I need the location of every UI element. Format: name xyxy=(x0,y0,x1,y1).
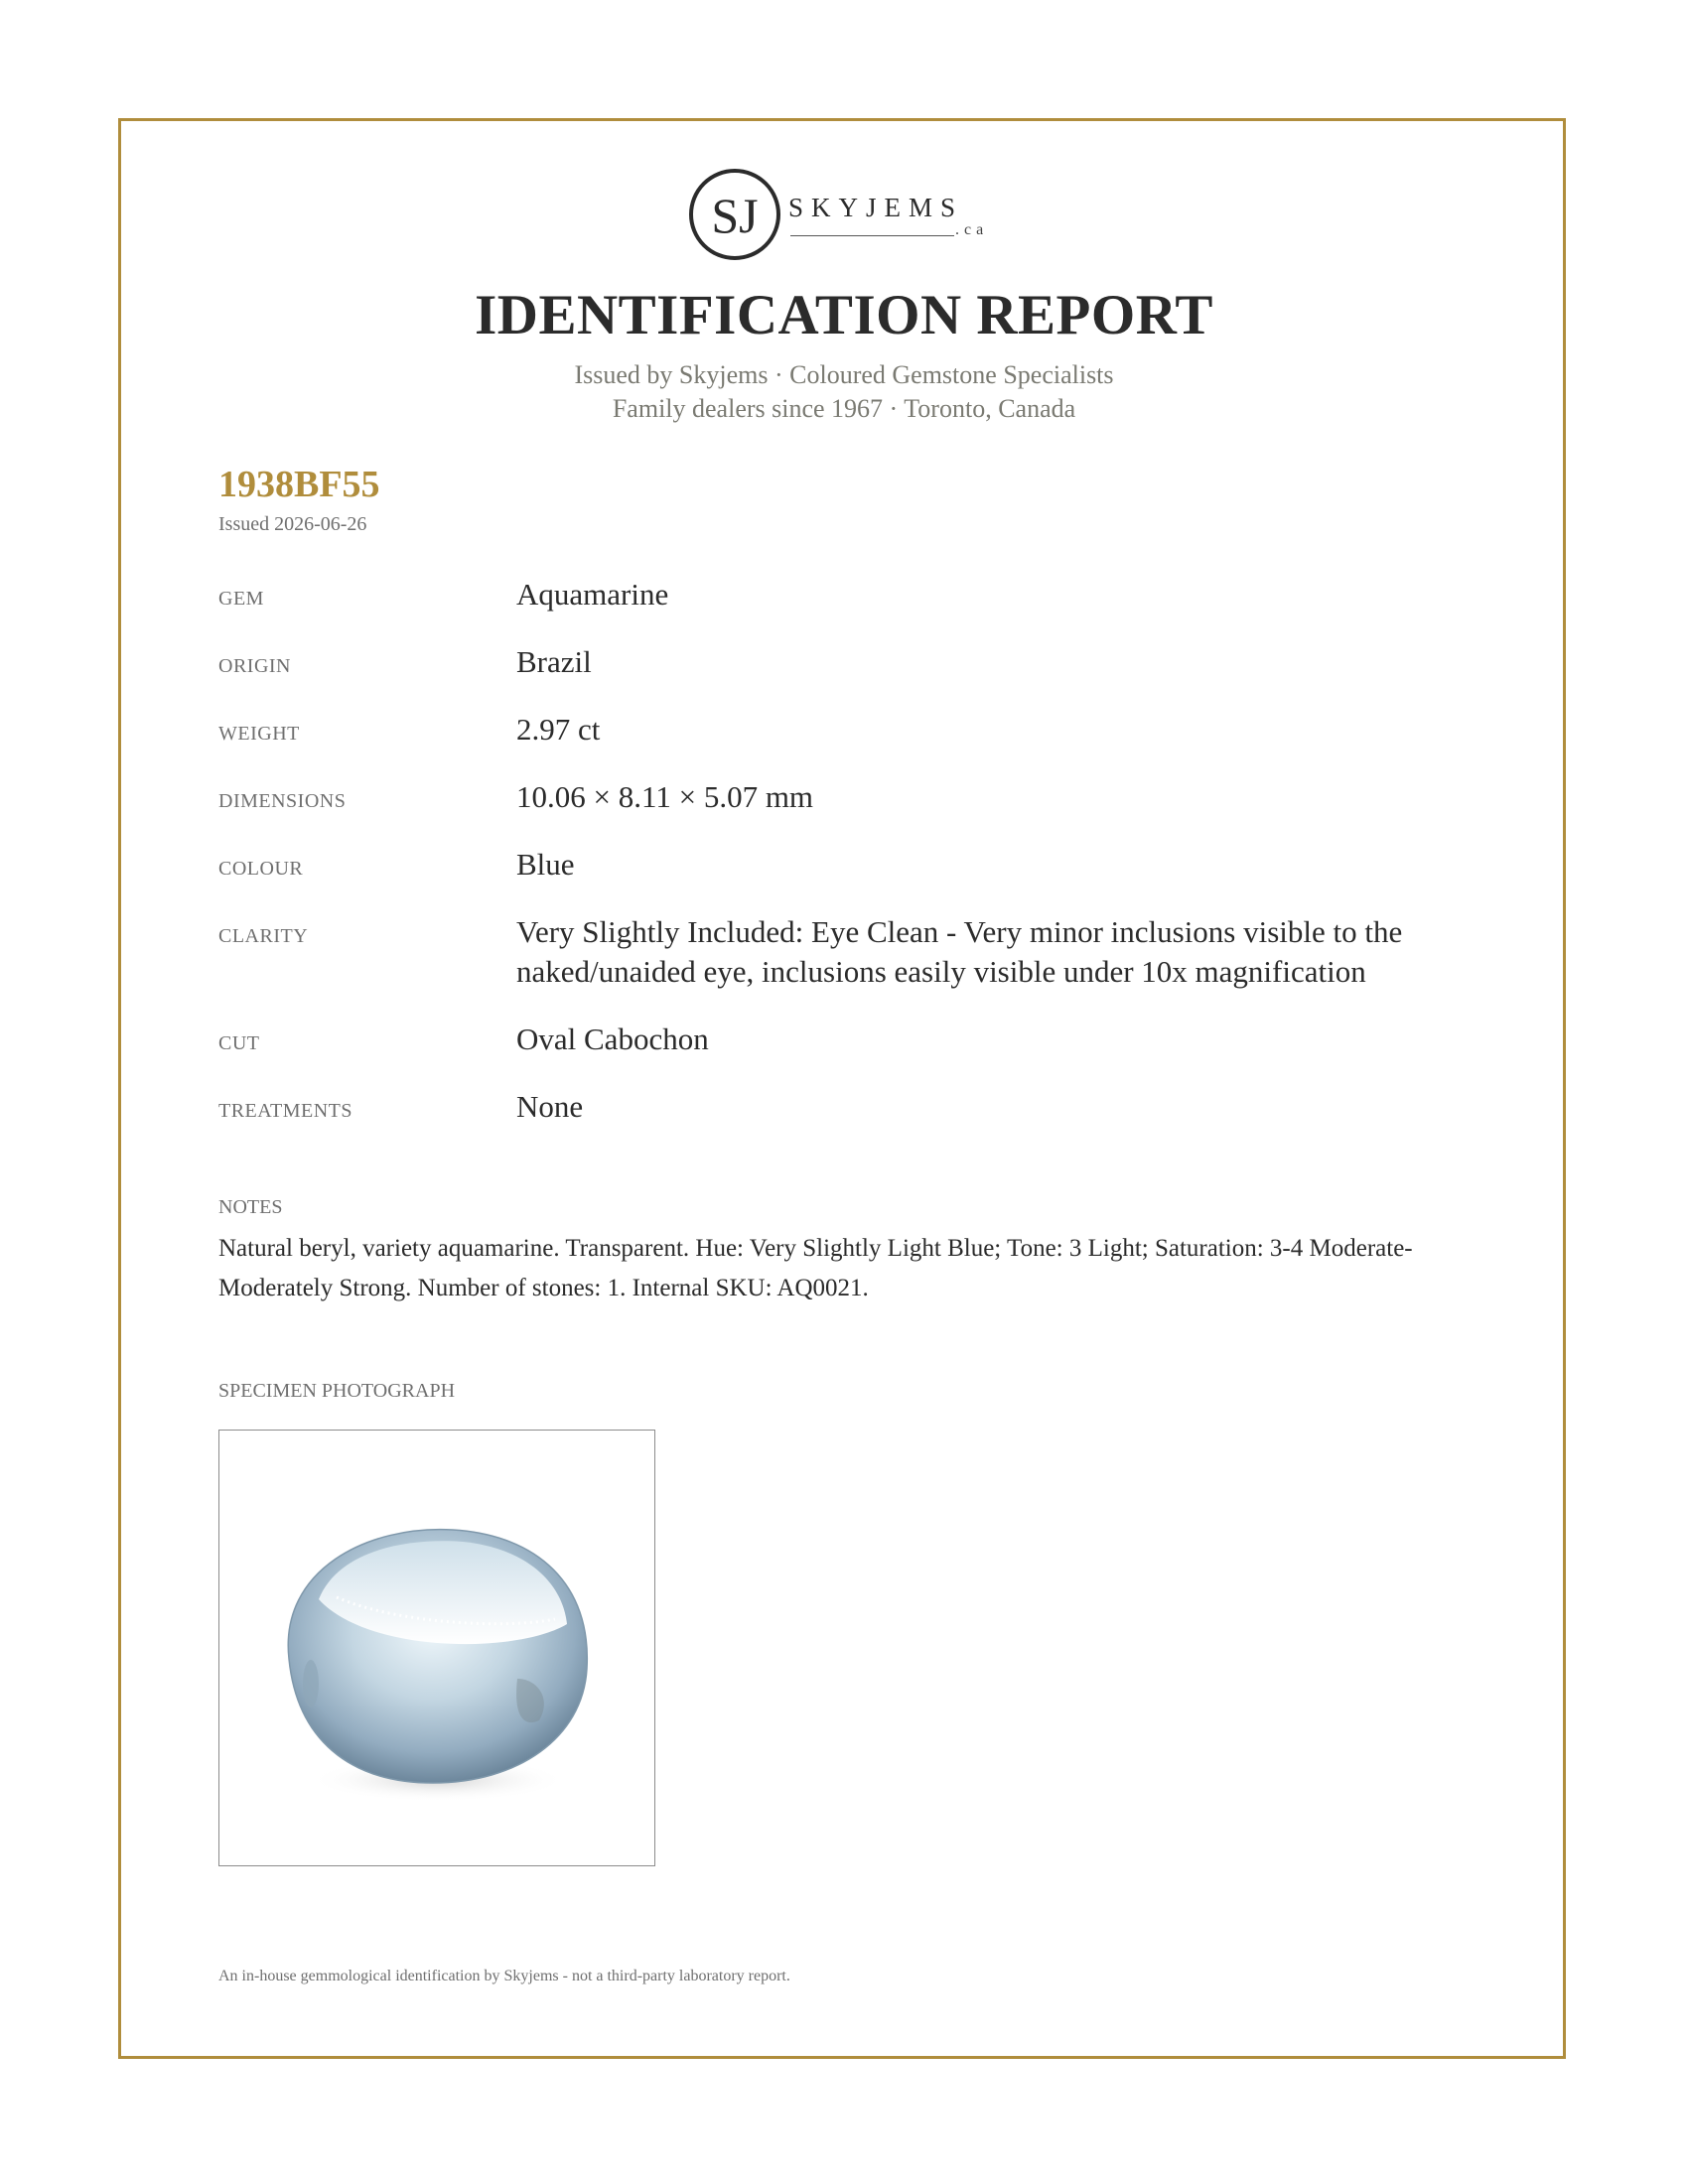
report-id: 1938BF55 xyxy=(218,464,380,505)
specimen-photo-label: SPECIMEN PHOTOGRAPH xyxy=(218,1380,456,1402)
notes-label: NOTES xyxy=(218,1196,283,1218)
field-value-weight: 2.97 ct xyxy=(516,712,601,747)
field-value-gem: Aquamarine xyxy=(516,577,669,612)
sj-monogram-icon xyxy=(685,165,784,264)
report-title: IDENTIFICATION REPORT xyxy=(475,284,1213,346)
svg-text:SJ: SJ xyxy=(711,188,759,243)
issued-date: Issued 2026-06-26 xyxy=(218,513,367,535)
field-label-treatments: TREATMENTS xyxy=(218,1100,352,1122)
aquamarine-cabochon-image xyxy=(219,1431,654,1865)
report-subtitle-issuer: Issued by Skyjems · Coloured Gemstone Specialists xyxy=(574,360,1114,389)
field-label-weight: WEIGHT xyxy=(218,723,300,745)
field-label-dimensions: DIMENSIONS xyxy=(218,790,347,812)
report-subtitle-location: Family dealers since 1967 · Toronto, Canada xyxy=(612,394,1076,423)
field-label-origin: ORIGIN xyxy=(218,655,291,677)
field-label-gem: GEM xyxy=(218,588,264,610)
brand-name: SKYJEMS xyxy=(788,193,964,222)
field-value-dimensions: 10.06 × 8.11 × 5.07 mm xyxy=(516,779,814,814)
specimen-photograph xyxy=(218,1430,655,1866)
field-label-clarity: CLARITY xyxy=(218,925,309,947)
field-label-cut: CUT xyxy=(218,1032,260,1054)
skyjems-logo xyxy=(685,165,1013,264)
field-value-origin: Brazil xyxy=(516,644,592,679)
field-value-treatments: None xyxy=(516,1089,584,1124)
brand-underline xyxy=(790,235,954,236)
field-value-cut: Oval Cabochon xyxy=(516,1022,709,1056)
field-label-colour: COLOUR xyxy=(218,858,304,880)
notes-text: Natural beryl, variety aquamarine. Transparent. Hue: Very Slightly Light Blue; Tone: 3 Light; Saturation: 3-4 Moderate-Moderately Strong. Number of stones: 1. Internal SKU: AQ0021. xyxy=(218,1235,1413,1301)
field-value-colour: Blue xyxy=(516,847,575,882)
field-value-clarity: Very Slightly Included: Eye Clean - Very minor inclusions visible to the naked/unaided eye, inclusions easily visible under 10x magnification xyxy=(516,914,1403,989)
disclaimer-footer: An in-house gemmological identification by Skyjems - not a third-party laboratory report. xyxy=(218,1968,790,1984)
brand-domain: .ca xyxy=(955,221,989,238)
